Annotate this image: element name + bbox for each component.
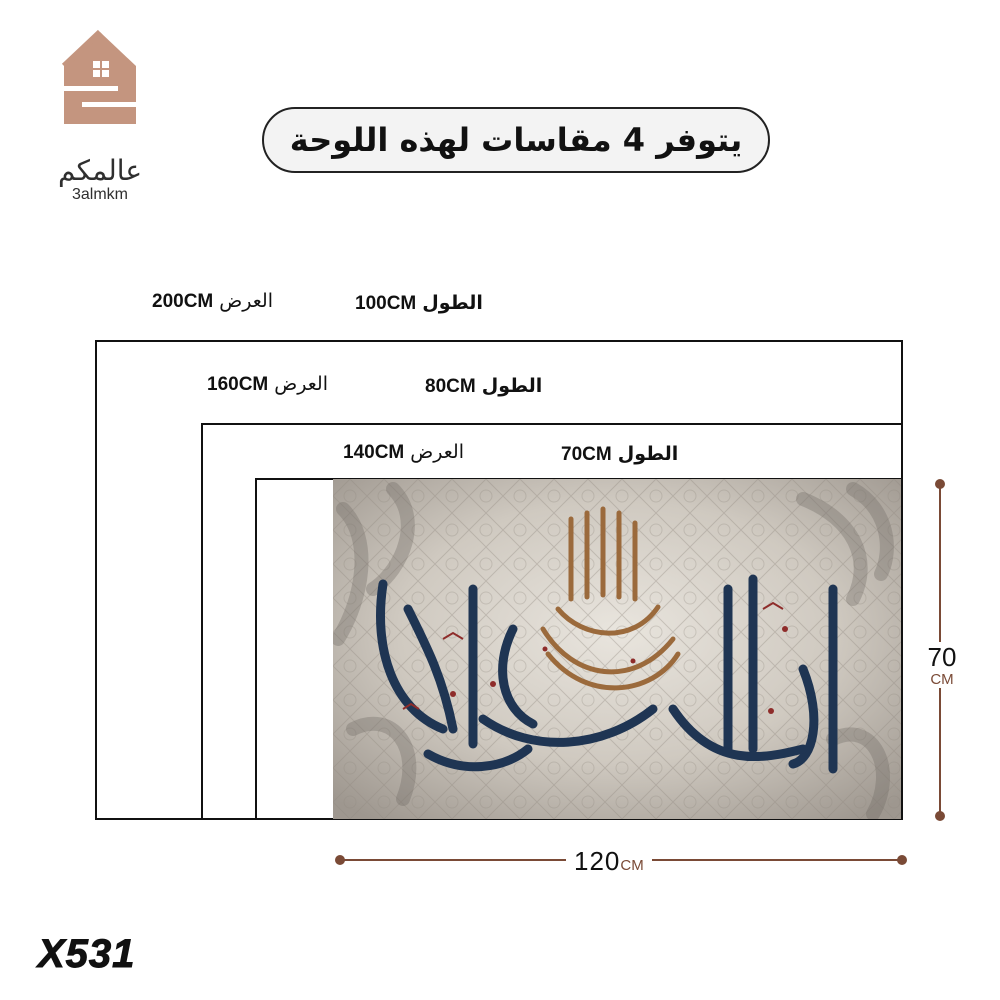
size-label-length-small [561, 443, 678, 466]
size-label-width-medium [207, 373, 328, 396]
brand-name-arabic: عالمكم [57, 154, 143, 187]
length-value: 70CM [561, 444, 612, 465]
size-label-width-large [152, 290, 273, 313]
width-unit: CM [620, 857, 644, 874]
width-value: 120 [574, 846, 621, 876]
width-value: 140CM [343, 442, 405, 463]
brand-logo [50, 28, 150, 203]
artwork-image [333, 479, 901, 819]
length-label: الطول [481, 375, 543, 397]
heading-pill [262, 107, 770, 173]
size-label-width-small [343, 441, 464, 464]
width-dimension-label [566, 846, 652, 877]
length-value: 80CM [425, 376, 476, 397]
width-value: 200CM [152, 291, 214, 312]
width-value: 160CM [207, 374, 269, 395]
height-dimension-label [918, 642, 966, 688]
house-icon [62, 28, 138, 128]
product-code: X531 [38, 932, 136, 976]
brand-name-latin: 3almkm [71, 186, 128, 203]
width-label: العرض [219, 290, 273, 312]
height-value: 70 [927, 642, 957, 672]
length-value: 100CM [355, 293, 417, 314]
height-unit: CM [930, 671, 954, 688]
page-title: يتوفر 4 مقاسات لهذه اللوحة [289, 121, 743, 159]
size-label-length-medium [425, 375, 542, 398]
length-label: الطول [422, 292, 483, 314]
size-label-length-large [355, 292, 483, 315]
width-label: العرض [274, 373, 328, 395]
width-label: العرض [410, 441, 464, 463]
calligraphy-artwork [333, 479, 901, 819]
length-label: الطول [617, 443, 679, 465]
